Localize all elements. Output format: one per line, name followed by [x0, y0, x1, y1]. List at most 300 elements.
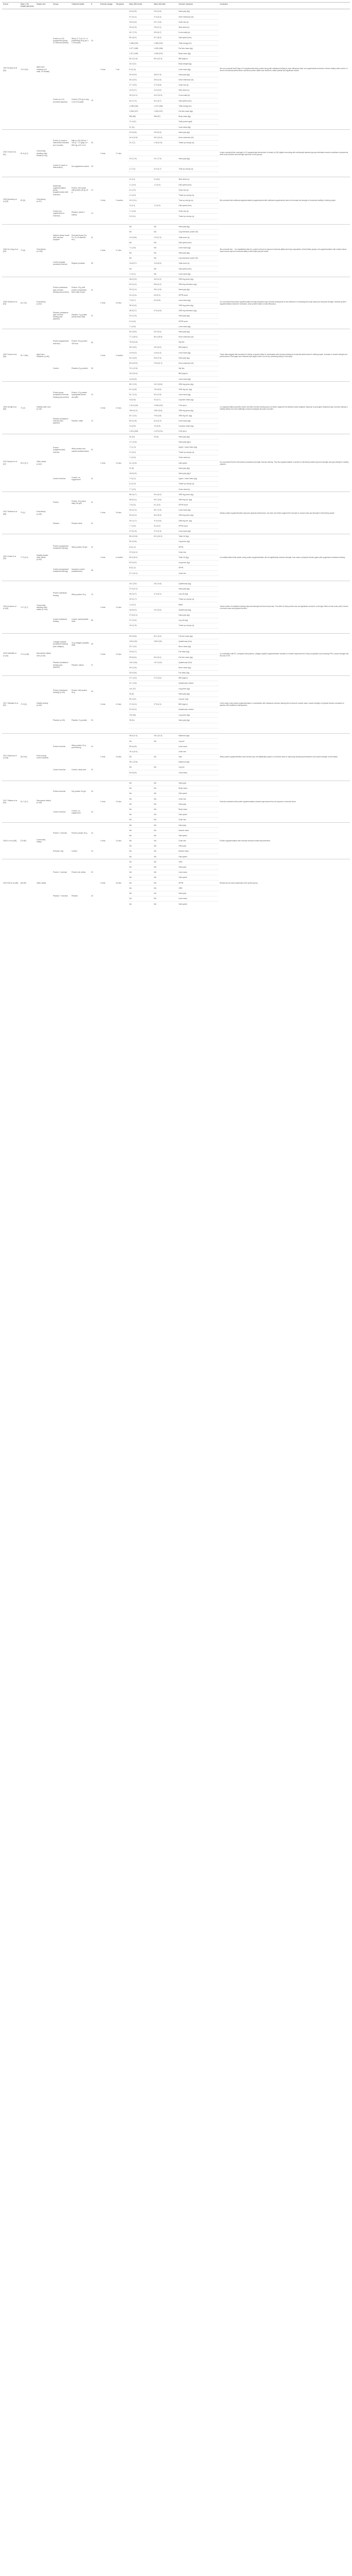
group-n: 28 — [90, 329, 99, 355]
mean-after — [153, 775, 178, 781]
mean-before: 21 (11) — [128, 125, 153, 130]
mean-before: 1,013 (144) — [128, 403, 153, 408]
conclusion: Dietary protein supplementation improves physical performance, but does not further augment the increase in muscle mass and strength in frail elderly people. — [219, 492, 350, 534]
table-row — [2, 224, 350, 229]
mean-before: NA — [128, 739, 153, 744]
study-source: 2009 Verdijk et al. [56] — [2, 382, 20, 434]
exercise-dosage: 3 x/wk — [99, 9, 115, 130]
mean-before: 45.6 (3.9) — [128, 277, 153, 282]
group-n: 14 — [91, 212, 93, 215]
mean-after: 18.1 (4.8) — [153, 581, 178, 586]
column-header: Mean (SD) after — [153, 3, 178, 9]
mean-before: 10.2 (3.1) — [128, 198, 153, 203]
conclusion: Co-supplementation (protein) before and after exercise training does not further augment the skeletal muscle adaptive response to prolonged resistance type exercise training in healthy elderly men who habitually consume adequate amounts of protein. — [219, 382, 350, 434]
outcome-measure: Hand grip (kg) 2 — [178, 471, 219, 476]
outcome-measure: Chair rise — [178, 749, 219, 754]
outcome-measure: Chair stand (n) — [178, 487, 219, 492]
mean-before: 1.1 (0.3) — [128, 182, 153, 188]
mean-after: NA — [153, 765, 178, 770]
mean-before: 7.7 (4.0) — [128, 487, 153, 492]
mean-after — [153, 629, 178, 634]
mean-before: 16.1 (3.9) — [128, 581, 153, 586]
conclusion: We can conclude that 8 days of 3 supplemental whey protein along with resistance training is more efficacious than non-supplemented exercise in these healthy older women. In terms of functional performance outcomes protein intake was needed to obtain optimal and significant results. — [219, 9, 350, 130]
study-age: 81.6 (4.2) — [20, 130, 36, 177]
outcome-measure: 6MW — [178, 602, 219, 607]
outcome-measure: Stair climb (s) — [178, 25, 219, 30]
study-source: 2004 De Jong et al. [53] — [2, 224, 20, 277]
mean-before: 8.8 (1.4) — [128, 565, 153, 570]
mean-after: 1,090 (201) — [153, 51, 178, 56]
mean-before: 7.7 (0.5) — [128, 523, 153, 529]
mean-before: NA — [128, 754, 153, 759]
treatment-details: Protein: 30 g protein 400 kcal — [71, 329, 90, 355]
group-n: 30 — [90, 675, 99, 707]
mean-after: 983 (87) — [153, 114, 178, 119]
outcome-measure: Time up and go (s) — [178, 198, 219, 203]
group-n: 86 — [91, 619, 93, 621]
mean-after: NA — [153, 880, 178, 886]
study-source: 2003 Bonnefoy et al. [52] — [2, 177, 20, 225]
treatment-details: Control — [72, 850, 77, 853]
treatment-details: Control: no supplement — [72, 809, 81, 814]
mean-after: NA — [153, 849, 178, 854]
treatment-details: Placebo: (drink 0 kcal/d) — [72, 211, 85, 216]
outcome-measure: Chair rise — [178, 796, 219, 802]
outcome-measure: SPPB — [178, 880, 219, 886]
table-row — [2, 581, 350, 586]
mean-after: 128.0 (5.6) — [153, 408, 178, 413]
mean-before: 20.5 (3.6) — [128, 670, 153, 675]
mean-after: 49.3 (8.2) — [153, 345, 178, 350]
mean-before: 4.6 (0.5) — [128, 423, 153, 429]
mean-after: NA — [153, 240, 178, 245]
mean-before: NA — [128, 791, 153, 796]
conclusion: Whey protein supplementation with exercise was not statistically superior to exercise alone in improving functional performance and muscle strength of frail elderly. — [219, 733, 350, 781]
mean-before: 70.1 (12.5) — [128, 366, 153, 371]
study-age: 73.7 (5.7) — [20, 581, 36, 634]
outcome-measure: 6-min walk (m) — [178, 93, 219, 98]
mean-after: 28.1 (2.6) — [153, 287, 178, 292]
outcome-measure: Gait speed (m/s) — [178, 266, 219, 272]
mean-before: 7.0 (1.4) — [128, 476, 153, 481]
mean-before: 1,071 (189) — [128, 51, 153, 56]
table-row — [2, 733, 350, 738]
study-age: 83 (5) — [20, 177, 36, 225]
study-age: [70-80] — [20, 823, 36, 859]
group-n: 28 — [91, 367, 93, 369]
mean-after: 27.8 (4.4) — [153, 14, 178, 20]
mean-before: NA — [128, 854, 153, 859]
group-name: Control — [53, 367, 59, 369]
timepoints: 17 wks — [115, 224, 128, 277]
mean-before: 55.5 (6.8) — [128, 744, 153, 749]
column-header: Outcome measures — [178, 3, 219, 9]
mean-after: 14.5 (4.3) — [153, 350, 178, 355]
timepoints: 17 wks — [115, 130, 128, 177]
mean-after: 1,380 (210) — [153, 41, 178, 46]
mean-after: 61.8 (1.9) — [153, 418, 178, 423]
outcome-measure: Upper / lower limbs (kg) — [178, 476, 219, 481]
study-sample: Healthy older men (n=26) — [36, 382, 52, 434]
outcome-measure: Leg press (kg) — [178, 686, 219, 691]
outcome-measure: 1RM leg ext. (kg) — [178, 387, 219, 392]
table-row — [2, 823, 350, 828]
outcome-measure: Leg press (kg) — [178, 713, 219, 718]
outcome-measure: BMI (kg/m²) — [178, 345, 219, 350]
outcome-measure: Body mass — [178, 786, 219, 791]
mean-after — [153, 303, 178, 308]
mean-after — [153, 209, 178, 214]
mean-before: 21.7 (4.6) — [128, 681, 153, 686]
mean-after: 80.4 (12.3) — [153, 56, 178, 61]
mean-before: 139.6 (30) — [128, 639, 153, 644]
mean-after: 27.9 (5.8) — [153, 82, 178, 88]
mean-after — [153, 644, 178, 649]
treatment-details: Milk (n=33) 400 mL + 100 g + 1.0 g/kg Ca + 800 mg vit D 3 x/d — [71, 130, 90, 156]
exercise-dosage: 2 x/wk — [99, 781, 115, 823]
mean-after — [153, 545, 178, 550]
column-header: Timepoints — [115, 3, 128, 9]
study-source: 2018 Li et al. [65] — [2, 823, 20, 859]
mean-before: 53.2 (8.9) — [128, 329, 153, 334]
outcome-measure: Hip flex — [178, 366, 219, 371]
mean-before: 75.5 (14.6) — [128, 340, 153, 345]
study-age: 69.2 (6.7) — [20, 434, 36, 492]
study-sample: Frail elderly (n=65) — [36, 492, 52, 534]
outcome-measure: Knee extension (N) — [178, 334, 219, 340]
outcome-measure: Timed up and go (s) — [178, 193, 219, 198]
group-n: 24 — [91, 850, 93, 853]
outcome-measure: Quadriceps (kg) — [178, 581, 219, 586]
mean-before: 63.5 (4.0) — [128, 513, 153, 518]
exercise-dosage: 3 x/wk — [99, 859, 115, 907]
mean-after — [153, 172, 178, 177]
outcome-measure: 1RM leg press (kg) — [178, 303, 219, 308]
mean-before: 60.9 (1.8) — [128, 418, 153, 423]
outcome-measure: Timed up and go (s) — [178, 140, 219, 145]
mean-after — [153, 723, 178, 728]
outcome-measure: Gait speed (m/s) — [178, 98, 219, 104]
outcome-measure: Stair climb (s) — [178, 88, 219, 93]
mean-after — [153, 728, 178, 733]
group-name: Control exercise — [53, 769, 66, 771]
group-n: 31 — [91, 315, 93, 317]
group-n: 20 — [91, 895, 93, 897]
mean-after: NA — [153, 901, 178, 906]
mean-before: 11 (4.1) — [128, 203, 153, 208]
mean-after: 19.7 (7.9) — [153, 156, 178, 161]
mean-before: 17.1 (4.6) — [128, 439, 153, 445]
outcome-measure: Chair rise (s) — [178, 188, 219, 193]
mean-after — [153, 586, 178, 591]
mean-after: NA — [153, 891, 178, 896]
mean-after: NA — [153, 256, 178, 261]
exercise-dosage: 3 x/wk — [99, 382, 115, 434]
mean-after: 39.4 (12.3) — [153, 733, 178, 738]
mean-before: 47.8 (1.5) — [128, 529, 153, 534]
results-table — [2, 2, 350, 907]
mean-after — [153, 67, 178, 72]
outcome-measure: Bone mass (kg) — [178, 644, 219, 649]
mean-after: NA — [153, 754, 178, 759]
mean-after: NA — [153, 854, 178, 859]
mean-before: 8.6 (1.4) — [128, 545, 153, 550]
mean-after: 53.9 (7.6) — [153, 355, 178, 361]
conclusion: In mobility-limited older adults, whey protein supplementation did not significantly enhance strength, lean mass or physical function gains with progressive resistance training. — [219, 534, 350, 581]
outcome-measure: Muscle mass — [178, 849, 219, 854]
mean-after: 29.7 (3.5) — [153, 20, 178, 25]
table-row — [2, 9, 350, 14]
outcome-measure: Fat free mass (kg) — [178, 109, 219, 114]
group-name: Placebo (resistance exercise plus placebo) — [53, 417, 68, 425]
mean-after — [153, 623, 178, 628]
mean-after: 47.5 (1.5) — [153, 529, 178, 534]
outcome-measure: Lean mass (kg) — [178, 350, 219, 355]
treatment-details: Whey (7-7) to 1.0 x 2 protein/day 80 g (as 4 1.00 kcal/d) — [71, 9, 90, 72]
mean-before: NA — [128, 833, 153, 838]
outcome-measure: 1RM leg ext. (kg) — [178, 518, 219, 523]
mean-after — [153, 665, 178, 670]
mean-before: NA — [128, 256, 153, 261]
mean-after: 1,006 (142) — [153, 403, 178, 408]
column-header: Source — [2, 3, 20, 9]
outcome-measure: Lean mass — [178, 870, 219, 875]
treatment-details: 15 g collagen peptides daily — [71, 634, 90, 655]
study-sample: Community-dwelling older adults (n=161) — [36, 581, 52, 634]
outcome-measure: Stair climb (s) — [178, 177, 219, 182]
study-source: 2013 Chale et al. [59] — [2, 534, 20, 581]
mean-before: NA — [128, 828, 153, 833]
outcome-measure: Hand grip (kg) 2 — [178, 439, 219, 445]
study-source: 2007 Dorner et al. [55] — [2, 329, 20, 382]
outcome-measure: Hand grip (kg) — [178, 466, 219, 471]
mean-after: NA — [153, 807, 178, 812]
outcome-measure: Gait speed — [178, 854, 219, 859]
treatment-details: Protein powder 30 g — [71, 823, 90, 844]
table-header — [2, 3, 350, 9]
treatment-details: Soy protein 40 g/d — [71, 781, 90, 802]
mean-before: 48.2 (8.4) — [128, 345, 153, 350]
mean-before: NA — [128, 843, 153, 849]
outcome-measure: Hand grip (kg) — [178, 130, 219, 135]
treatment-details: Whey protein 20 g post training — [71, 733, 90, 759]
outcome-measure — [178, 629, 219, 634]
outcome-measure: Timed up and go (s) — [178, 450, 219, 455]
mean-after: 8.8 (0.2) — [153, 293, 178, 298]
mean-before: 36.8 (11.4) — [128, 733, 153, 738]
column-header: Mean ± SD (range) age (year) — [20, 3, 36, 9]
mean-after: 8.9 (0.8) — [153, 298, 178, 303]
mean-before: 1,526 (157) — [128, 109, 153, 114]
mean-after — [153, 377, 178, 382]
outcome-measure: Hand grip — [178, 865, 219, 870]
group-name: Control (1 week of intervention) — [53, 164, 67, 168]
mean-after — [153, 151, 178, 156]
group-n: 33 — [91, 165, 93, 167]
column-header: Conclusion — [219, 3, 350, 9]
mean-before: NA — [128, 817, 153, 822]
group-n: 42 — [90, 534, 99, 560]
mean-after: 27.8 (4.1) — [153, 702, 178, 707]
mean-before: NA — [128, 266, 153, 272]
group-name: Protein (resistance training) (n=30) — [52, 675, 71, 707]
table-row — [2, 434, 350, 439]
outcome-measure — [178, 145, 219, 150]
outcome-measure: Total LM (kg) — [178, 534, 219, 539]
mean-after — [153, 539, 178, 544]
outcome-measure: Total energy (kJ) — [178, 104, 219, 109]
mean-before: 35.1 (13.5) — [128, 759, 153, 765]
mean-after: 1.2 (0.3) — [153, 203, 178, 208]
mean-after: 8.3 (0.4) — [153, 523, 178, 529]
conclusion: We conclude that ... It is established that it is a safe food form to improve functional ability and body composition of frail elderly people, but supplementation with nutrient dense foods cannot improve functional ability of frail elderly people further. — [219, 224, 350, 277]
timepoints: 12 wks — [115, 823, 128, 859]
outcome-measure: Knee extension (N) — [178, 361, 219, 366]
outcome-measure: Chair rise — [178, 550, 219, 555]
mean-after: NA — [153, 859, 178, 865]
mean-before: 36 (9) — [128, 691, 153, 697]
treatment-details: Enriched foods (Ca, Fe, Zn, B vitamins etc.) — [71, 224, 90, 250]
outcome-measure: Knee extension (N) — [178, 77, 219, 82]
exercise-dosage: 2 x/wk — [99, 733, 115, 781]
mean-after: 1,197 (186) — [153, 104, 178, 109]
mean-before: 49.4 (1.4) — [128, 507, 153, 513]
mean-before: 7.1 (2.5) — [128, 209, 153, 214]
mean-after: 33 (9) — [153, 434, 178, 439]
outcome-measure: Lean mass (kg) — [178, 298, 219, 303]
outcome-measure: Leg lean mass (kg) — [178, 423, 219, 429]
mean-after — [153, 439, 178, 445]
mean-after — [153, 697, 178, 702]
group-n: 16 — [91, 810, 93, 813]
mean-after: 19.2 (5.4) — [153, 607, 178, 613]
treatment-details: Protein: 10 g casein hydrolysate before and after — [71, 382, 90, 408]
mean-after — [153, 749, 178, 754]
mean-before: 21.2 (4.5) — [128, 461, 153, 466]
mean-before: NA — [128, 250, 153, 256]
outcome-measure: Total protein (g/d) — [178, 119, 219, 124]
mean-after: 15.9 (2.1) — [153, 25, 178, 30]
group-name: Protein (resistance type exercise training plus protein) — [52, 277, 71, 303]
treatment-details: Placebo drink — [72, 522, 82, 524]
mean-before: 3.1 (2.0) — [128, 450, 153, 455]
timepoints: 12 wks — [115, 675, 128, 733]
conclusion: It was concluded that a strength of 12 supplemental intervention in female (n=33) eligible exercising with nutritionally balanced groups eliminates several constituent components while body functions and strength improved in both groups. — [219, 130, 350, 177]
outcome-measure: Fat mass (kg) — [178, 670, 219, 675]
mean-before: 13.3 (3.7) — [128, 88, 153, 93]
mean-before: 9.0 (0.5) — [128, 319, 153, 324]
outcome-measure: Gait speed (m/s) — [178, 182, 219, 188]
study-source: 2006 Tieland et al. [54] — [2, 277, 20, 329]
mean-before: 985 (88) — [128, 114, 153, 119]
mean-before: NA — [128, 891, 153, 896]
outcome-measure: Hand grip — [178, 891, 219, 896]
mean-after: 52.4 (6.7) — [153, 98, 178, 104]
mean-before — [128, 629, 153, 634]
mean-after — [153, 576, 178, 581]
group-name: Protein — [52, 492, 71, 513]
mean-after: 62.1 (6.2) — [153, 634, 178, 639]
table-row — [2, 277, 350, 282]
study-sample: Frail elderly (n=62) — [36, 277, 52, 329]
treatment-details: Control (700 g) on day 3 (10 10 kcal/d) — [72, 98, 89, 103]
mean-before: 23.2 (1.9) — [128, 313, 153, 318]
mean-before: 43.9 (13.0) — [128, 371, 153, 376]
table-row — [2, 382, 350, 387]
mean-after: 84.0 (5.3) — [153, 513, 178, 518]
mean-after: 28.8 (7.6) — [153, 72, 178, 77]
outcome-measure: CSA (cm²) — [178, 429, 219, 434]
outcome-measure: Lean mass (kg) — [178, 272, 219, 277]
mean-after — [153, 188, 178, 193]
treatment-details: Control: carbohydrate drink — [72, 618, 89, 623]
study-sample: Sarcopenic elderly (n=65) — [36, 781, 52, 823]
mean-before: 76.4 (10.0) — [128, 749, 153, 754]
study-source: 2012 Tieland et al. [58] — [2, 492, 20, 534]
mean-before: 3.9 (3.1) — [128, 214, 153, 219]
study-age: 72.2 (4.68) — [20, 634, 36, 676]
mean-before — [128, 172, 153, 177]
outcome-measure: Body weight (kg) — [178, 61, 219, 66]
treatment-details: Protein rich drinks — [71, 859, 90, 886]
outcome-measure: Lean mass — [178, 896, 219, 901]
mean-before — [128, 145, 153, 150]
outcome-measure: Hand grip (kg) — [178, 434, 219, 439]
mean-after — [153, 565, 178, 570]
mean-before: 141 (37) — [128, 686, 153, 691]
mean-after: NA — [153, 739, 178, 744]
outcome-measure: Lean mass (kg) — [178, 392, 219, 397]
outcome-measure: Timed up and go (s) — [178, 597, 219, 602]
group-name: Protein (progressive resistance training) — [52, 534, 71, 560]
treatment-details: Placebo (0 g protein) — [72, 367, 88, 369]
outcome-measure: Hip flex — [178, 340, 219, 345]
outcome-measure: Chair rise — [178, 571, 219, 576]
mean-after — [153, 461, 178, 466]
outcome-measure: Fat free mass (kg) — [178, 46, 219, 51]
study-source: 2019 Kirk et al. [66] — [2, 859, 20, 907]
mean-before: 29.6 (3.3) — [128, 20, 153, 25]
mean-after — [153, 560, 178, 565]
outcome-measure: Body mass (kg) — [178, 51, 219, 56]
mean-before: 59.4 (15.1) — [128, 555, 153, 560]
outcome-measure: Knee extension (N) — [178, 14, 219, 20]
mean-before: 38.3 (3.4) — [128, 303, 153, 308]
group-n: 39 — [91, 262, 93, 265]
mean-after: 54.3 (9.4) — [153, 329, 178, 334]
conclusion: These data suggest that increased 16 weeks of protein intake in combination with exercise training for functional performance in elderly people. Increase in muscle strength and performance in frail aged care residents with higher levels, but not by combining elderly in this study. — [219, 329, 350, 382]
mean-after: 79.8 (22.7) — [153, 361, 178, 366]
outcome-measure: Leg ext. (kg) — [178, 697, 219, 702]
outcome-measure: 1RM leg press (kg) — [178, 513, 219, 518]
mean-after — [153, 602, 178, 607]
group-n: 31 — [90, 492, 99, 513]
mean-after: 8.1 (0.4) — [153, 502, 178, 507]
outcome-measure: Lean mass (kg) — [178, 377, 219, 382]
outcome-measure: Fat free mass (kg) — [178, 634, 219, 639]
group-n: 15 — [90, 9, 99, 72]
mean-before: 1,186 (196) — [128, 104, 153, 109]
mean-before: 1.17 (2) — [128, 166, 153, 172]
study-sample: Older adults — [36, 859, 52, 907]
treatment-details: Protein: 400 kcal/d milk protein (45 g) 15 g — [71, 177, 90, 204]
mean-after: NA — [153, 896, 178, 901]
mean-before: 1,577 (188) — [128, 46, 153, 51]
mean-after: 49.9 (4.2) — [153, 277, 178, 282]
mean-after — [153, 550, 178, 555]
mean-after — [153, 371, 178, 376]
mean-before: 7.5 (0.4) — [128, 502, 153, 507]
